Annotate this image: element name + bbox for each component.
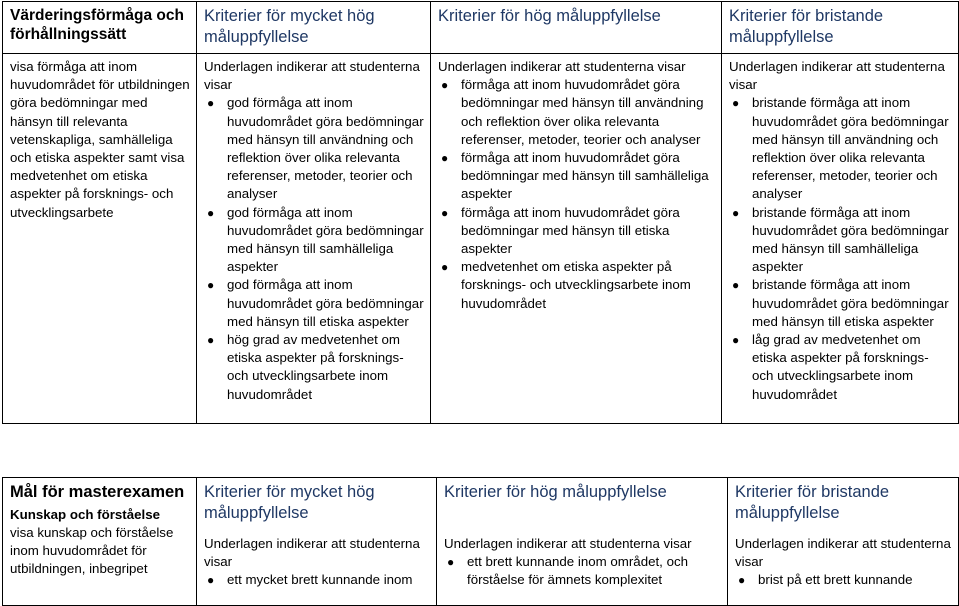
- bullet-list: [204, 571, 431, 589]
- list-item: [438, 149, 716, 204]
- bullet-icon: ●: [207, 96, 215, 111]
- lead-text: Underlagen indikerar att studenterna visar: [204, 536, 420, 570]
- bullet-icon: ●: [207, 333, 215, 348]
- bullet-text: förmåga att inom huvudområdet göra bedömningar med hänsyn till användning och reflektion över olika relevanta referenser, metoder, teorier och analyser: [461, 77, 704, 147]
- list-item: [204, 94, 425, 203]
- criteria-cell: [197, 478, 437, 606]
- bullet-list: [444, 553, 722, 589]
- bullet-icon: ●: [732, 205, 740, 220]
- table-header-row: [3, 2, 959, 54]
- bullet-text: förmåga att inom huvudområdet göra bedömningar med hänsyn till etiska aspekter: [461, 204, 680, 257]
- list-item: [438, 204, 716, 259]
- list-item: [735, 571, 953, 589]
- column-header: Mål för masterexamen: [10, 483, 185, 501]
- header-cell: [431, 2, 722, 54]
- goal-cell: [3, 54, 197, 424]
- bullet-text: ett mycket brett kunnande inom: [227, 572, 413, 588]
- bullet-icon: ●: [441, 151, 449, 166]
- list-item: [438, 258, 716, 313]
- bullet-text: medvetenhet om etiska aspekter på forsknings- och utvecklingsarbete inom huvudområdet: [461, 259, 691, 311]
- bullet-text: god förmåga att inom huvudområdet göra bedömningar med hänsyn till användning och reflektion över olika relevanta referenser, metoder, teorier och analyser: [227, 95, 424, 202]
- criteria-cell: [437, 478, 728, 606]
- bullet-text: god förmåga att inom huvudområdet göra bedömningar med hänsyn till samhälleliga aspekter: [227, 204, 424, 275]
- column-header: Kriterier för bristande måluppfyllelse: [729, 7, 884, 46]
- list-item: [204, 331, 425, 404]
- bullet-icon: ●: [732, 96, 740, 111]
- goal-cell: [3, 478, 197, 606]
- table-header-row: [3, 478, 959, 606]
- bullet-icon: ●: [447, 555, 455, 570]
- bullet-icon: ●: [207, 573, 215, 588]
- bullet-list: [729, 94, 953, 403]
- bullet-icon: ●: [441, 78, 449, 93]
- list-item: [204, 276, 425, 331]
- column-header: Värderingsförmåga och förhållningssätt: [10, 7, 184, 43]
- column-header: Kriterier för hög måluppfyllelse: [444, 483, 667, 501]
- column-header: Kriterier för mycket hög måluppfyllelse: [204, 483, 375, 522]
- goal-text: visa kunskap och förståelse inom huvudområdet för utbildningen, inbegripet: [10, 525, 174, 577]
- header-cell: [3, 2, 197, 54]
- bullet-text: hög grad av medvetenhet om etiska aspekter på forsknings- och utvecklingsarbete inom huvudområdet: [227, 332, 404, 402]
- bullet-text: brist på ett brett kunnande: [758, 572, 913, 588]
- criteria-table-top: [2, 1, 959, 424]
- lead-text: Underlagen indikerar att studenterna visar: [438, 59, 686, 74]
- list-item: [729, 94, 953, 203]
- list-item: [729, 331, 953, 404]
- list-item: [729, 204, 953, 277]
- bullet-text: ett brett kunnande inom området, och förståelse för ämnets komplexitet: [467, 554, 689, 588]
- bullet-icon: ●: [207, 278, 215, 293]
- table-row: [3, 54, 959, 424]
- bullet-list: [735, 571, 953, 589]
- bullet-icon: ●: [441, 205, 449, 220]
- list-item: [204, 571, 431, 589]
- lead-text: Underlagen indikerar att studenterna visar: [444, 536, 692, 551]
- criteria-cell: [197, 54, 431, 424]
- lead-text: Underlagen indikerar att studenterna visar: [735, 536, 951, 570]
- bullet-icon: ●: [732, 333, 740, 348]
- bullet-text: bristande förmåga att inom huvudområdet göra bedömningar med hänsyn till etiska aspekter: [752, 277, 949, 329]
- column-header: Kriterier för bristande måluppfyllelse: [735, 483, 890, 522]
- list-item: [729, 276, 953, 331]
- list-item: [438, 76, 716, 149]
- bullet-text: bristande förmåga att inom huvudområdet göra bedömningar med hänsyn till samhälleliga aspekter: [752, 204, 949, 275]
- criteria-table-bottom: [2, 477, 959, 606]
- list-item: [204, 204, 425, 277]
- lead-text: Underlagen indikerar att studenterna visar: [204, 59, 420, 93]
- criteria-cell: [722, 54, 959, 424]
- column-header: Kriterier för hög måluppfyllelse: [438, 7, 661, 25]
- column-header: Kriterier för mycket hög måluppfyllelse: [204, 7, 375, 46]
- bullet-text: bristande förmåga att inom huvudområdet göra bedömningar med hänsyn till användning och reflektion över olika relevanta referenser, metoder, teorier och analyser: [752, 95, 949, 202]
- bullet-text: god förmåga att inom huvudområdet göra bedömningar med hänsyn till etiska aspekter: [227, 277, 424, 329]
- sub-header: Kunskap och förståelse: [10, 507, 161, 522]
- list-item: [444, 553, 722, 589]
- bullet-text: låg grad av medvetenhet om etiska aspekter på forsknings- och utvecklingsarbete inom huvudområdet: [752, 332, 929, 402]
- bullet-icon: ●: [207, 205, 215, 220]
- goal-text: visa förmåga att inom huvudområdet för utbildningen göra bedömningar med hänsyn till relevanta vetenskapliga, samhälleliga och etiska aspekter samt visa medvetenhet om etiska aspekter på forsknings- och utvecklingsarbete: [10, 59, 190, 220]
- header-cell: [722, 2, 959, 54]
- bullet-list: [204, 94, 425, 403]
- bullet-icon: ●: [441, 260, 449, 275]
- bullet-list: [438, 76, 716, 313]
- criteria-cell: [728, 478, 959, 606]
- criteria-cell: [431, 54, 722, 424]
- lead-text: Underlagen indikerar att studenterna visar: [729, 59, 945, 93]
- bullet-icon: ●: [738, 573, 746, 588]
- header-cell: [197, 2, 431, 54]
- bullet-icon: ●: [732, 278, 740, 293]
- bullet-text: förmåga att inom huvudområdet göra bedömningar med hänsyn till samhälleliga aspekter: [461, 150, 709, 202]
